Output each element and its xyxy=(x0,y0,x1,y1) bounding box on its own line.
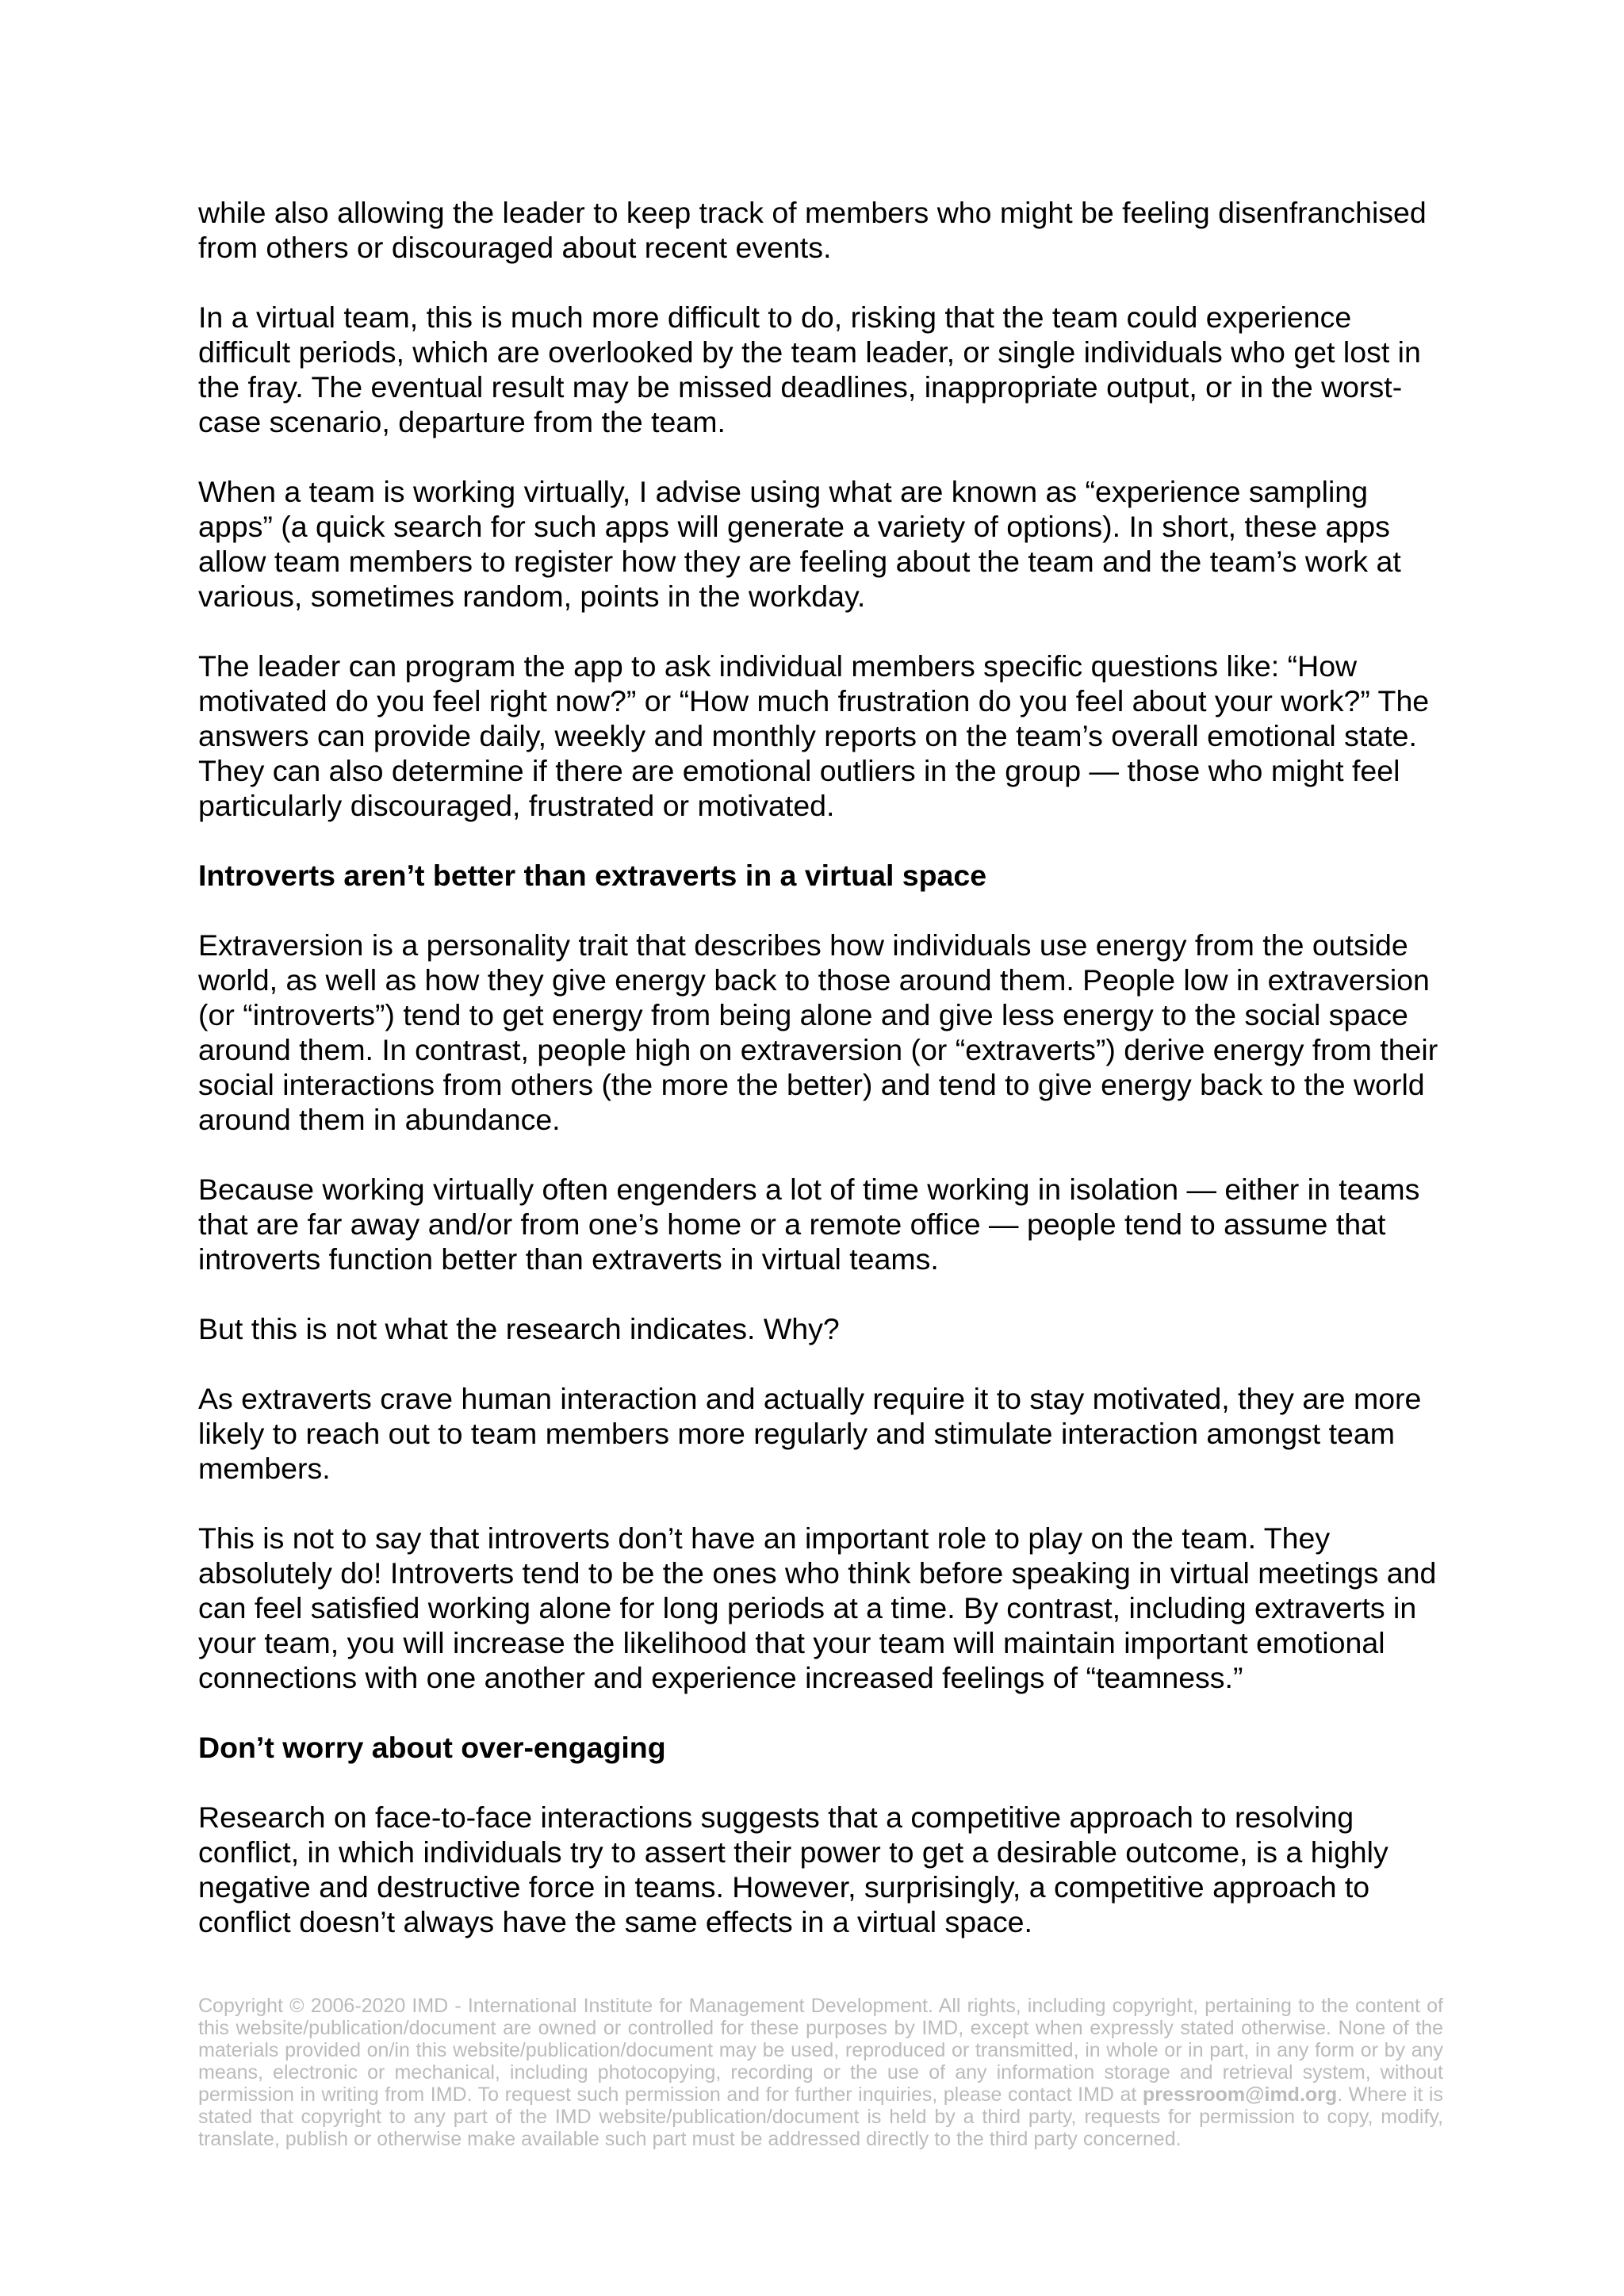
copyright-text-before: Copyright © 2006-2020 IMD - International Institute for Management Development. All rights, including copyright, pertaining to the content of this website/publication/document are owned or controlled for these purposes by IMD, except when expressly stated otherwise. None of the materials provided on/in this website/publication/document may be used, reproduced or transmitted, in whole or in part, in any form or by any means, electronic or mechanical, including photocopying, recording or the use of any information storage and retrieval system, without permission in writing from IMD. To request such permission and for further inquiries, please contact IMD at xyxy=(198,1995,1443,2106)
section-heading-introverts: Introverts aren’t better than extraverts in a virtual space xyxy=(198,859,987,892)
copyright-text-after: . Where it is stated that copyright to any part of the IMD website/publication/document is held by a third party, requests for permission to copy, modify, translate, publish or otherwise make available such part must be addressed directly to the third party concerned. xyxy=(198,2084,1443,2150)
article-body xyxy=(198,195,1443,1974)
paragraph-1: while also allowing the leader to keep track of members who might be feeling disenfranchised from others or discouraged about recent events. xyxy=(198,196,1427,264)
paragraph-10: Research on face-to-face interactions suggests that a competitive approach to resolving conflict, in which individuals try to assert their power to get a desirable outcome, is a highly negative and destructive force in teams. However, surprisingly, a competitive approach to conflict doesn’t always have the same effects in a virtual space. xyxy=(198,1800,1388,1938)
section-heading-over-engaging: Don’t worry about over-engaging xyxy=(198,1731,666,1764)
paragraph-7: But this is not what the research indicates. Why? xyxy=(198,1312,840,1345)
paragraph-9: This is not to say that introverts don’t have an important role to play on the team. They absolutely do! Introverts tend to be the ones who think before speaking in virtual meetings and can feel satisfied working alone for long periods at a time. By contrast, including extraverts in your team, you will increase the likelihood that your team will maintain important emotional connections with one another and experience increased feelings of “teamness.” xyxy=(198,1521,1437,1694)
paragraph-3: When a team is working virtually, I advise using what are known as “experience sampling apps” (a quick search for such apps will generate a variety of options). In short, these apps allow team members to register how they are feeling about the team and the team’s work at various, sometimes random, points in the workday. xyxy=(198,475,1401,613)
paragraph-2: In a virtual team, this is much more difficult to do, risking that the team could experience difficult periods, which are overlooked by the team leader, or single individuals who get lost in the fray. The eventual result may be missed deadlines, inappropriate output, or in the worst-case scenario, departure from the team. xyxy=(198,300,1421,438)
paragraph-4: The leader can program the app to ask individual members specific questions like: “How motivated do you feel right now?” or “How much frustration do you feel about your work?” The answers can provide daily, weekly and monthly reports on the team’s overall emotional state. They can also determine if there are emotional outliers in the group — those who might feel particularly discouraged, frustrated or motivated. xyxy=(198,649,1430,822)
press-email-link[interactable]: pressroom@imd.org xyxy=(1142,2084,1338,2106)
copyright-footer xyxy=(198,1995,1443,2150)
paragraph-5: Extraversion is a personality trait that describes how individuals use energy from the outside world, as well as how they give energy back to those around them. People low in extraversion (or “introverts”) tend to get energy from being alone and give less energy to the social space around them. In contrast, people high on extraversion (or “extraverts”) derive energy from their social interactions from others (the more the better) and tend to give energy back to the world around them in abundance. xyxy=(198,928,1438,1136)
paragraph-8: As extraverts crave human interaction and actually require it to stay motivated, they are more likely to reach out to team members more regularly and stimulate interaction amongst team members. xyxy=(198,1382,1422,1485)
paragraph-6: Because working virtually often engenders a lot of time working in isolation — either in teams that are far away and/or from one’s home or a remote office — people tend to assume that introverts function better than extraverts in virtual teams. xyxy=(198,1173,1420,1276)
